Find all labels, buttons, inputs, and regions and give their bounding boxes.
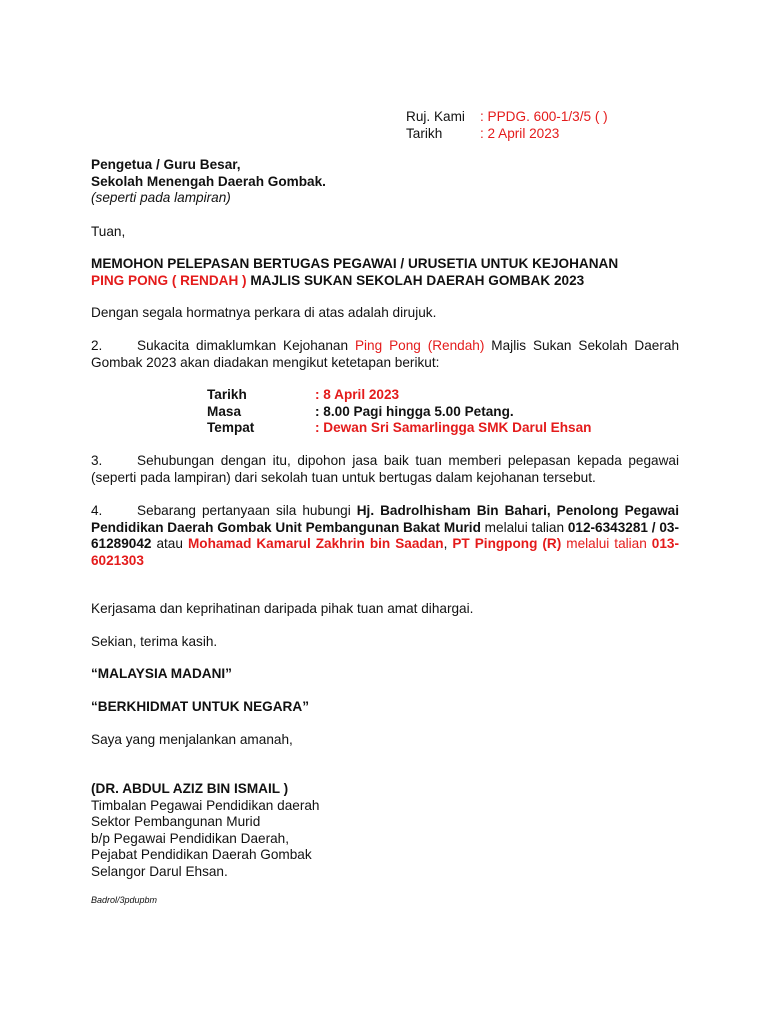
thanks-line: Sekian, terima kasih. [91, 634, 218, 649]
date-row [406, 126, 608, 143]
detail-row-tempat [207, 420, 591, 437]
appreciation-line: Kerjasama dan keprihatinan daripada pihak tuan amat dihargai. [91, 601, 474, 616]
detail-row-tarikh [207, 387, 591, 404]
para4-text-b: melalui talian [480, 519, 568, 535]
signature-block [91, 781, 679, 880]
paragraph-4 [91, 503, 679, 569]
para2-text-a: Sukacita dimaklumkan Kejohanan [137, 338, 355, 353]
contact-person-2: Mohamad Kamarul Zakhrin bin Saadan [187, 536, 444, 551]
recipient-address [91, 157, 679, 207]
paragraph-2 [91, 338, 679, 371]
subject-heading [91, 256, 679, 289]
paragraph-number: 2. [91, 338, 103, 353]
subject-line2-rest: MAJLIS SUKAN SEKOLAH DAERAH GOMBAK 2023 [246, 272, 585, 288]
event-details [207, 387, 591, 437]
contact-person-1: Hj. Badrolhisham Bin Bahari, Penolong Pegawai Pendidikan Daerah Gombak Unit Pembangunan Bakat Murid [91, 503, 679, 535]
ruj-kami-label: Ruj. Kami [406, 109, 465, 124]
recipient-line3: (seperti pada lampiran) [91, 190, 231, 205]
file-reference-footer: Badrol/3pdupbm [91, 895, 158, 905]
signatory-on-behalf: b/p Pegawai Pendidikan Daerah, [91, 830, 289, 846]
signatory-office: Pejabat Pendidikan Daerah Gombak [91, 847, 312, 862]
paragraph-number: 4. [91, 503, 103, 518]
para3-text: Sehubungan dengan itu, dipohon jasa baik tuan memberi pelepasan kepada pegawai (seperti pada lampiran) dari sekolah tuan untuk bertugas dalam kejohanan tersebut. [91, 453, 679, 485]
signatory-state: Selangor Darul Ehsan. [91, 863, 228, 879]
signatory-sector: Sektor Pembangunan Murid [91, 814, 261, 829]
opening-line: Dengan segala hormatnya perkara di atas adalah dirujuk. [91, 305, 437, 320]
signatory-title: Timbalan Pegawai Pendidikan daerah [91, 797, 320, 813]
contact-role-2: PT Pingpong (R) [452, 536, 562, 551]
ruj-kami-value: : PPDG. 600-1/3/5 ( ) [480, 109, 608, 124]
paragraph-number: 3. [91, 453, 103, 468]
detail-label: Masa [207, 403, 242, 419]
recipient-line2: Sekolah Menengah Daerah Gombak. [91, 173, 326, 189]
detail-label: Tempat [207, 420, 255, 435]
detail-label: Tarikh [207, 387, 247, 402]
para2-event-name: Ping Pong (Rendah) [354, 338, 485, 353]
contact-phone-2: 013-6021303 [91, 536, 680, 568]
detail-row-masa [207, 404, 591, 421]
para4-text-c: atau [151, 536, 188, 551]
motto-malaysia-madani: “MALAYSIA MADANI” [91, 666, 232, 681]
para2-text-b: Majlis Sukan Sekolah Daerah Gombak 2023 akan diadakan mengikut ketetapan berikut: [91, 338, 679, 370]
contact-phone-1: 012-6343281 / 03-61289042 [91, 519, 679, 551]
paragraph-3 [91, 453, 679, 486]
subject-event-name: PING PONG ( RENDAH ) [91, 272, 247, 288]
ref-row [406, 109, 608, 126]
reference-block [406, 109, 608, 142]
para4-text-a: Sebarang pertanyaan sila hubungi [137, 503, 357, 518]
signatory-name: (DR. ABDUL AZIZ BIN ISMAIL ) [91, 781, 289, 796]
closing-line: Saya yang menjalankan amanah, [91, 732, 293, 747]
salutation: Tuan, [91, 224, 126, 239]
para4-red-text: melalui talian [561, 536, 652, 551]
tarikh-value: : 2 April 2023 [480, 125, 560, 141]
subject-line1: MEMOHON PELEPASAN BERTUGAS PEGAWAI / URUSETIA UNTUK KEJOHANAN [91, 256, 619, 271]
subject-line2 [91, 273, 679, 290]
para4-separator: , [443, 536, 453, 551]
detail-value: : 8 April 2023 [315, 387, 400, 402]
recipient-line1: Pengetua / Guru Besar, [91, 157, 241, 172]
detail-value: : Dewan Sri Samarlingga SMK Darul Ehsan [315, 420, 592, 435]
motto-berkhidmat: “BERKHIDMAT UNTUK NEGARA” [91, 699, 309, 714]
detail-value: : 8.00 Pagi hingga 5.00 Petang. [315, 403, 514, 419]
tarikh-label: Tarikh [406, 125, 443, 141]
